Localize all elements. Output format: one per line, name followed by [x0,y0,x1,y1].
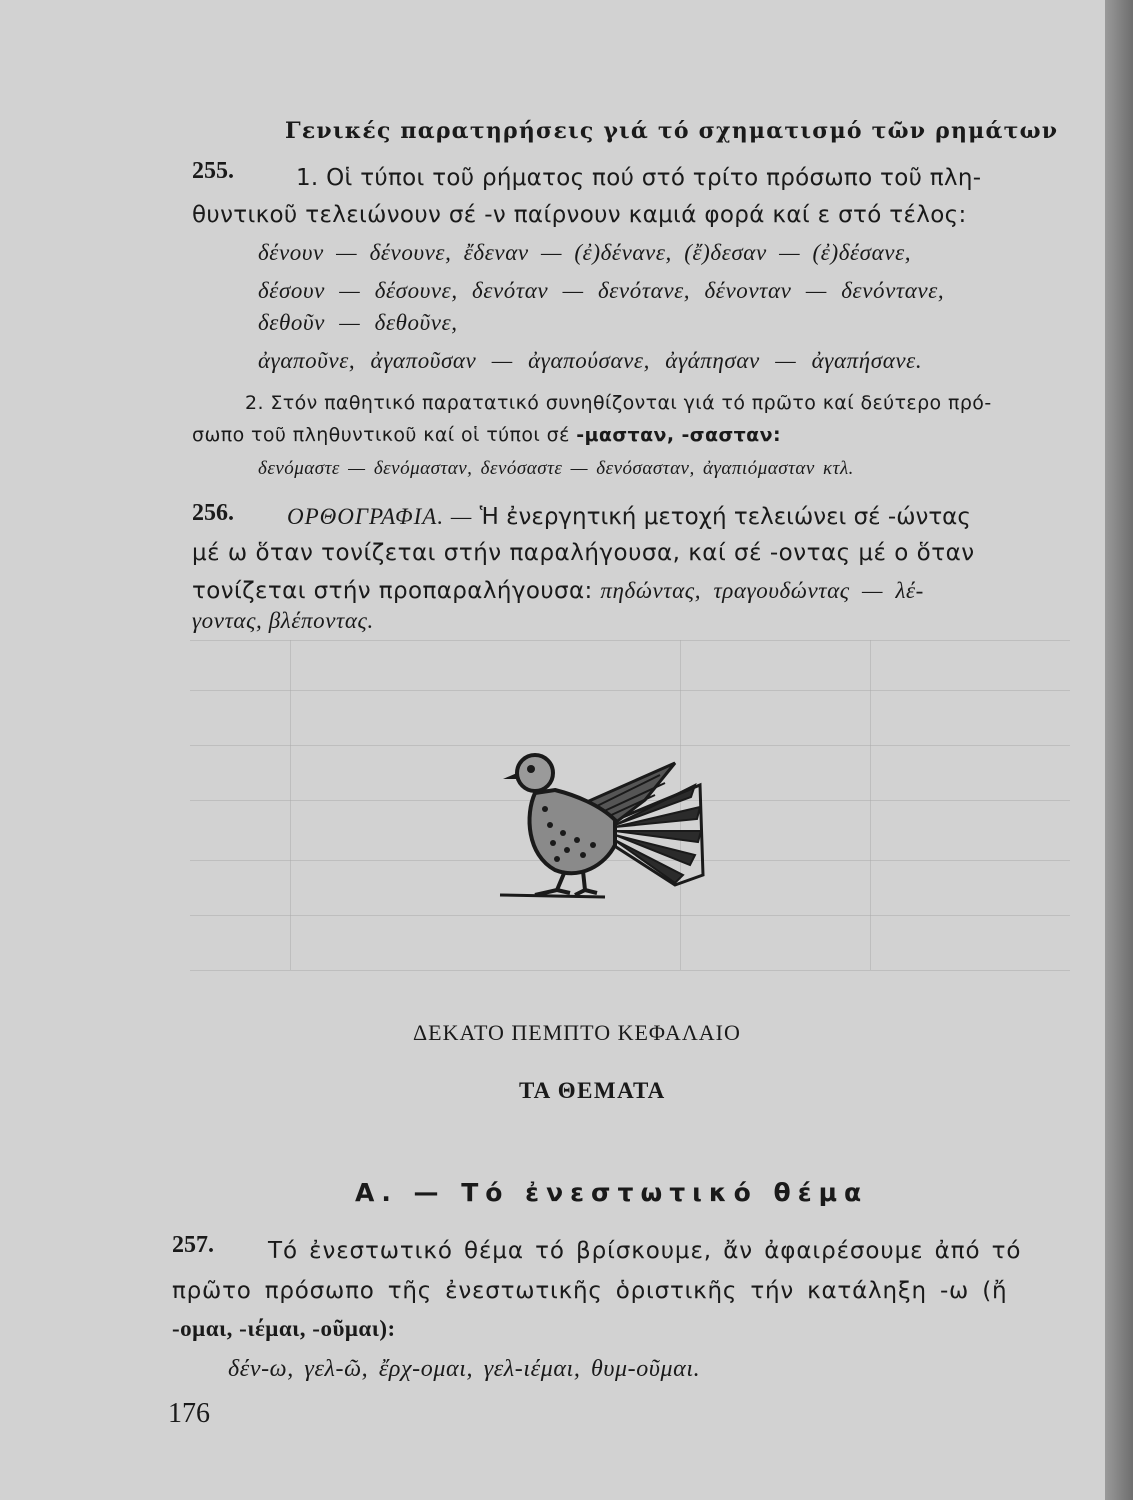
bleed-through-line [870,640,871,970]
example-line: δένουν — δένουνε, ἔδεναν — (ἐ)δένανε, (ἔ)δεσαν — (ἐ)δέσανε, [258,240,912,265]
paragraph-text [192,424,781,446]
paragraph-text-part: τονίζεται στήν προπαραλήγουσα: [192,578,601,604]
section-heading: Α. — Τό ἐνεστωτικό θέμα [355,1178,869,1207]
paragraph-text: θυντικοῦ τελειώνουν σέ -ν παίρνουν καμιά φορά καί ε στό τέλος: [192,202,967,228]
page-number: 176 [168,1398,210,1429]
example-line: δεθοῦν — δεθοῦνε, [258,310,458,335]
example-line: δενόμαστε — δενόμασταν, δενόσαστε — δενόσασταν, ἀγαπιόμασταν κτλ. [258,458,854,479]
paragraph-number: 256. [192,500,234,526]
bleed-through-line [190,690,1070,691]
paragraph-number: 257. [172,1232,214,1258]
paragraph-text: 2. Στόν παθητικό παρατατικό συνηθίζονται γιά τό πρῶτο καί δεύτερο πρό- [245,392,992,414]
example-line: δέν-ω, γελ-ῶ, ἔρχ-ομαι, γελ-ιέμαι, θυμ-οῦμαι. [228,1356,701,1382]
example-line: δέσουν — δέσουνε, δενόταν — δενότανε, δένονταν — δενόντανε, [258,278,945,303]
bleed-through-line [190,915,1070,916]
bleed-through-line [190,640,1070,641]
bleed-through-line [190,970,1070,971]
paragraph-text: Τό ἐνεστωτικό θέμα τό βρίσκουμε, ἄν ἀφαιρέσουμε ἀπό τό [268,1238,1022,1264]
paragraph-text: πρῶτο πρόσωπο τῆς ἐνεστωτικῆς ὁριστικῆς τήν κατάληξη -ω (ἤ [172,1278,1008,1304]
chapter-label: ΔΕΚΑΤΟ ΠΕΜΠΤΟ ΚΕΦΑΛΑΙΟ [413,1020,741,1045]
paragraph-text-part: Ἡ ἐνεργητική μετοχή τελειώνει σέ -ώντας [479,504,971,530]
section-title: Γενικές παρατηρήσεις γιά τό σχηματισμό τῶν ρημάτων [285,118,1059,144]
example-text: πηδώντας, τραγουδώντας — λέ- [600,578,924,603]
example-line: γοντας, βλέποντας. [192,608,374,633]
paragraph-text-bold: -μασταν, -σασταν: [576,424,781,446]
paragraph-text-bold: -ομαι, -ιέμαι, -οῦμαι): [172,1316,396,1341]
paragraph-text-part: σωπο τοῦ πληθυντικοῦ καί οἱ τύποι σέ [192,424,577,446]
orthography-heading: ΟΡΘΟΓΡΑΦΙΑ. — [287,504,473,529]
paragraph-text: 1. Οἱ τύποι τοῦ ρήματος πού στό τρίτο πρόσωπο τοῦ πλη- [296,165,982,191]
bleed-through-line [290,640,291,970]
example-line: ἀγαποῦνε, ἀγαποῦσαν — ἀγαπούσανε, ἀγάπησαν — ἀγαπήσανε. [258,348,923,373]
paragraph-text: μέ ω ὅταν τονίζεται στήν παραλήγουσα, καί σέ -οντας μέ ο ὅταν [192,540,975,566]
paragraph-text [192,578,924,604]
page-edge [1105,0,1133,1500]
bird-icon [495,745,715,905]
chapter-title: ΤΑ ΘΕΜΑΤΑ [519,1078,666,1103]
paragraph-text [287,504,971,530]
paragraph-number: 255. [192,158,234,184]
